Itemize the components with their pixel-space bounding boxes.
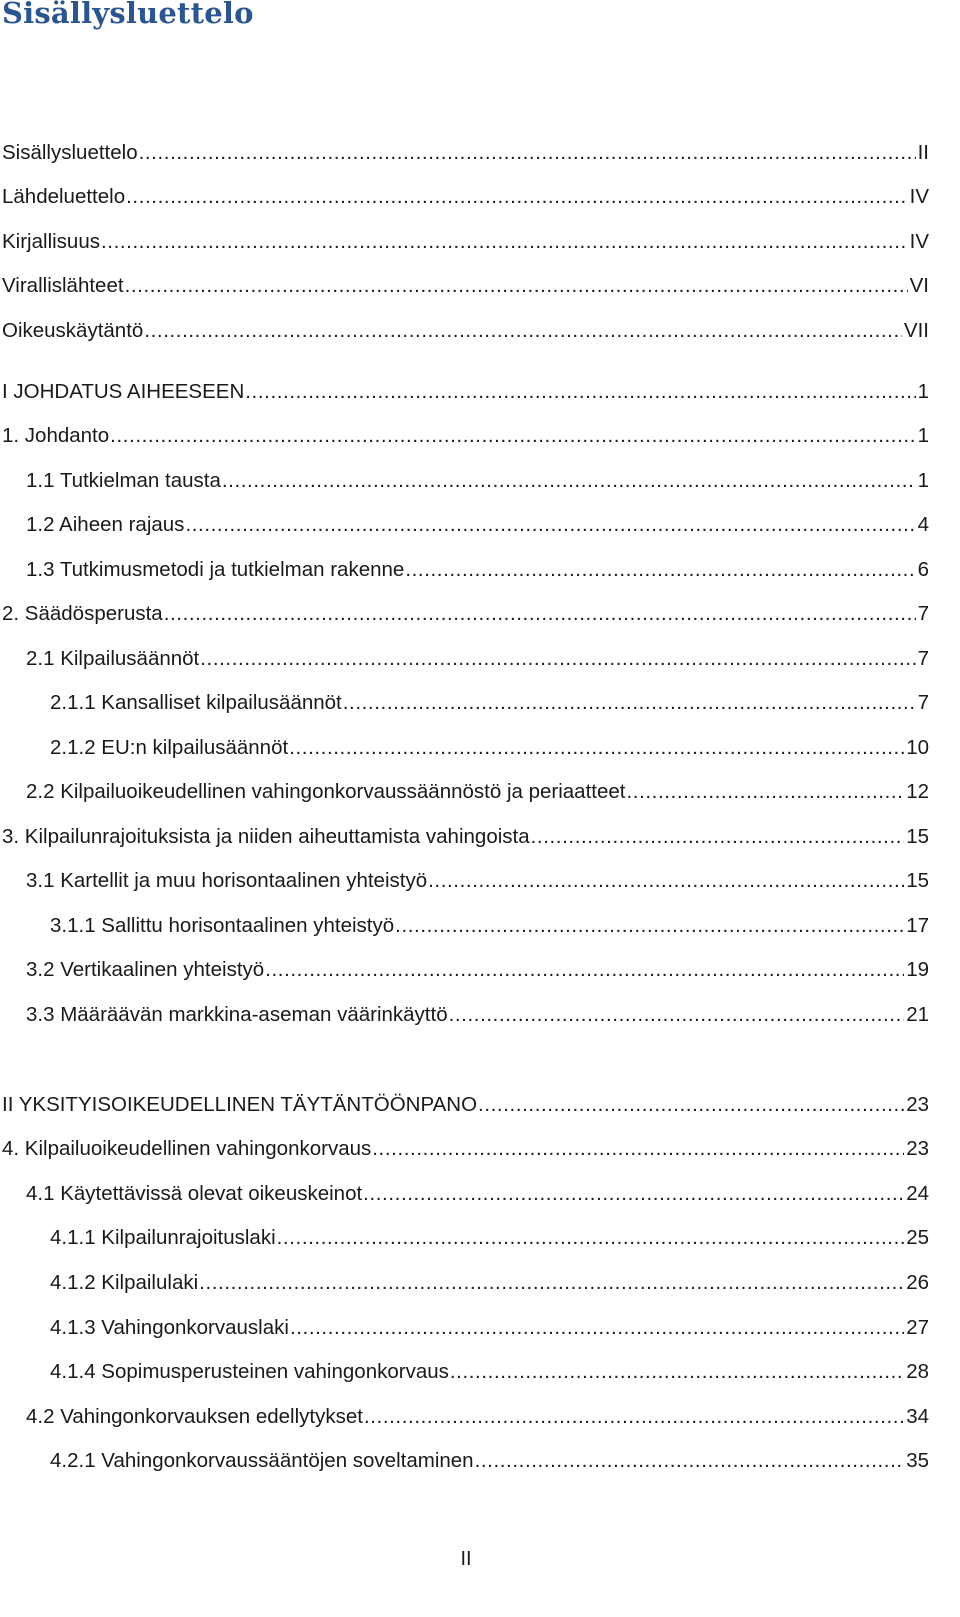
toc-entry-title: 1. Johdanto [2, 424, 110, 447]
toc-dot-leader [125, 271, 908, 301]
toc-entry-page: 17 [906, 914, 929, 937]
toc-entry-page: 27 [906, 1316, 929, 1339]
toc-dot-leader [185, 510, 915, 540]
toc-entry-title: 4.1.4 Sopimusperusteinen vahingonkorvaus [50, 1360, 449, 1383]
toc-entry[interactable] [0, 1402, 929, 1432]
toc-entry[interactable] [0, 1357, 929, 1387]
toc-entry-page: 34 [906, 1405, 929, 1428]
toc-entry-title: 3. Kilpailunrajoituksista ja niiden aiheuttamista vahingoista [2, 825, 530, 848]
toc-entry-title: I JOHDATUS AIHEESEEN [2, 380, 245, 403]
toc-entry-page: IV [909, 185, 929, 208]
toc-entry-title: 3.3 Määräävän markkina-aseman väärinkäyttö [26, 1003, 448, 1026]
toc-dot-leader [289, 733, 904, 763]
toc-entry[interactable] [0, 1000, 929, 1030]
toc-entry[interactable] [0, 644, 929, 674]
toc-entry[interactable] [0, 688, 929, 718]
toc-entry-title: 4.1.1 Kilpailunrajoituslaki [50, 1226, 276, 1249]
toc-entry[interactable] [0, 866, 929, 896]
document-heading: Sisällysluettelo [2, 0, 254, 30]
toc-entry-page: 7 [917, 691, 929, 714]
toc-entry-title: 2.1.1 Kansalliset kilpailusäännöt [50, 691, 342, 714]
toc-entry[interactable] [0, 599, 929, 629]
toc-dot-leader [139, 138, 916, 168]
toc-entry-page: IV [909, 230, 929, 253]
toc-entry[interactable] [0, 227, 929, 257]
page-number: II [460, 1548, 472, 1570]
toc-dot-leader [372, 1134, 904, 1164]
toc-entry[interactable] [0, 1179, 929, 1209]
toc-entry-title: 3.1.1 Sallittu horisontaalinen yhteistyö [50, 914, 395, 937]
toc-dot-leader [343, 688, 916, 718]
toc-entry-title: 4.1.2 Kilpailulaki [50, 1271, 199, 1294]
toc-entry-title: Oikeuskäytäntö [2, 319, 144, 342]
toc-entry[interactable] [0, 421, 929, 451]
toc-dot-leader [110, 421, 915, 451]
toc-entry-page: 25 [906, 1226, 929, 1249]
toc-dot-leader [626, 777, 904, 807]
toc-entry-title: 3.1 Kartellit ja muu horisontaalinen yhteistyö [26, 869, 428, 892]
toc-entry[interactable] [0, 138, 929, 168]
toc-dot-leader [164, 599, 916, 629]
toc-entry[interactable] [0, 1313, 929, 1343]
toc-dot-leader [449, 1000, 905, 1030]
toc-entry-page: 7 [917, 647, 929, 670]
toc-entry[interactable] [0, 1134, 929, 1164]
toc-entry-page: 1 [917, 380, 929, 403]
toc-entry-title: 2. Säädösperusta [2, 602, 163, 625]
toc-entry[interactable] [0, 822, 929, 852]
toc-entry-page: 1 [917, 424, 929, 447]
toc-dot-leader [222, 466, 916, 496]
toc-entry[interactable] [0, 1090, 929, 1120]
toc-entry-page: 15 [906, 825, 929, 848]
toc-entry[interactable] [0, 1268, 929, 1298]
toc-entry-page: 24 [906, 1182, 929, 1205]
toc-entry[interactable] [0, 316, 929, 346]
toc-dot-leader [531, 822, 905, 852]
toc-entry-title: 4.2.1 Vahingonkorvaussääntöjen soveltaminen [50, 1449, 474, 1472]
toc-dot-leader [200, 644, 915, 674]
toc-dot-leader [364, 1402, 904, 1432]
toc-dot-leader [126, 182, 908, 212]
toc-entry-title: 4. Kilpailuoikeudellinen vahingonkorvaus [2, 1137, 372, 1160]
toc-entry-title: 1.3 Tutkimusmetodi ja tutkielman rakenne [26, 558, 405, 581]
toc-entry-page: 23 [906, 1093, 929, 1116]
toc-entry[interactable] [0, 911, 929, 941]
toc-entry-page: 15 [906, 869, 929, 892]
toc-entry-page: 28 [906, 1360, 929, 1383]
toc-entry-page: 10 [906, 736, 929, 759]
toc-dot-leader [428, 866, 904, 896]
toc-dot-leader [450, 1357, 904, 1387]
toc-entry[interactable] [0, 1223, 929, 1253]
toc-entry[interactable] [0, 777, 929, 807]
toc-entry[interactable] [0, 271, 929, 301]
toc-entry[interactable] [0, 377, 929, 407]
toc-entry-title: 4.1.3 Vahingonkorvauslaki [50, 1316, 289, 1339]
toc-entry-page: 12 [906, 780, 929, 803]
toc-dot-leader [475, 1446, 905, 1476]
toc-dot-leader [363, 1179, 904, 1209]
toc-entry-title: 1.1 Tutkielman tausta [26, 469, 221, 492]
toc-entry-page: 21 [906, 1003, 929, 1026]
toc-entry-page: VII [903, 319, 929, 342]
toc-entry-page: 7 [917, 602, 929, 625]
toc-entry-title: Lähdeluettelo [2, 185, 126, 208]
toc-dot-leader [405, 555, 915, 585]
toc-entry-title: 2.2 Kilpailuoikeudellinen vahingonkorvaussäännöstö ja periaatteet [26, 780, 626, 803]
toc-entry-title: Kirjallisuus [2, 230, 100, 253]
toc-entry-page: II [917, 141, 929, 164]
toc-dot-leader [265, 955, 904, 985]
toc-entry-title: Virallislähteet [2, 274, 124, 297]
toc-entry-page: 26 [906, 1271, 929, 1294]
toc-dot-leader [101, 227, 908, 257]
toc-entry-page: 1 [917, 469, 929, 492]
toc-entry[interactable] [0, 510, 929, 540]
toc-entry[interactable] [0, 1446, 929, 1476]
toc-entry-title: 1.2 Aiheen rajaus [26, 513, 185, 536]
toc-entry-page: 19 [906, 958, 929, 981]
toc-entry-title: 3.2 Vertikaalinen yhteistyö [26, 958, 265, 981]
toc-entry-page: 23 [906, 1137, 929, 1160]
toc-entry[interactable] [0, 555, 929, 585]
toc-entry-title: 2.1 Kilpailusäännöt [26, 647, 200, 670]
toc-entry-title: 4.2 Vahingonkorvauksen edellytykset [26, 1405, 363, 1428]
toc-entry-page: 6 [917, 558, 929, 581]
toc-entry-page: 35 [906, 1449, 929, 1472]
toc-entry-page: VI [909, 274, 929, 297]
toc-dot-leader [245, 377, 915, 407]
toc-dot-leader [199, 1268, 904, 1298]
toc-entry[interactable] [0, 182, 929, 212]
toc-entry-title: 4.1 Käytettävissä olevat oikeuskeinot [26, 1182, 363, 1205]
toc-entry-page: 4 [917, 513, 929, 536]
toc-dot-leader [478, 1090, 904, 1120]
toc-dot-leader [277, 1223, 905, 1253]
toc-entry-title: Sisällysluettelo [2, 141, 138, 164]
toc-dot-leader [144, 316, 902, 346]
toc-entry-title: 2.1.2 EU:n kilpailusäännöt [50, 736, 289, 759]
toc-entry[interactable] [0, 466, 929, 496]
toc-dot-leader [290, 1313, 904, 1343]
toc-dot-leader [395, 911, 904, 941]
toc-entry-title: II YKSITYISOIKEUDELLINEN TÄYTÄNTÖÖNPANO [2, 1093, 478, 1116]
toc-entry[interactable] [0, 733, 929, 763]
toc-entry[interactable] [0, 955, 929, 985]
